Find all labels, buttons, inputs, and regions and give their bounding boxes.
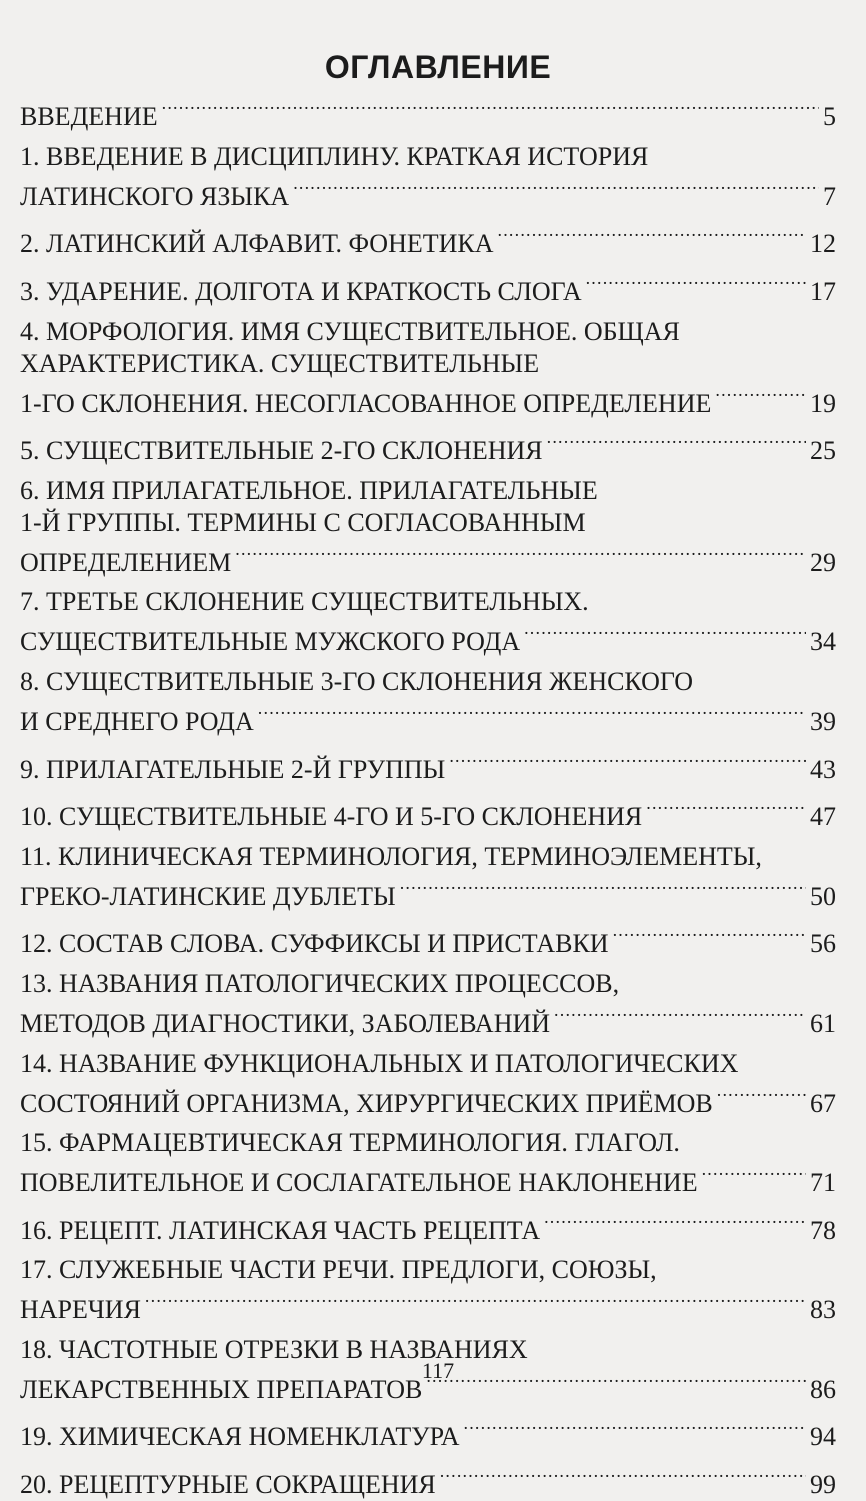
toc-entry-last-line (20, 1080, 836, 1120)
toc-entry[interactable] (20, 586, 836, 658)
toc-entry[interactable] (20, 316, 836, 420)
toc-entry[interactable] (20, 427, 836, 467)
toc-entry-title-line: 1-ГО СКЛОНЕНИЯ. НЕСОГЛАСОВАННОЕ ОПРЕДЕЛЕНИЕ (20, 388, 712, 418)
toc-entry[interactable] (20, 968, 836, 1040)
toc-entry[interactable] (20, 220, 836, 260)
toc-entry-title-line: 10. СУЩЕСТВИТЕЛЬНЫЕ 4-ГО И 5-ГО СКЛОНЕНИЯ (20, 802, 643, 832)
toc-entry-page: 67 (810, 1088, 836, 1118)
toc-entry-last-line (20, 746, 836, 786)
toc-entry-title-line: ВВЕДЕНИЕ (20, 102, 158, 132)
toc-entry-title-line: 16. РЕЦЕПТ. ЛАТИНСКАЯ ЧАСТЬ РЕЦЕПТА (20, 1215, 541, 1245)
toc-entry-title-line: ЛАТИНСКОГО ЯЗЫКА (20, 181, 290, 211)
dot-leader (524, 618, 806, 650)
toc-entry-last-line (20, 173, 836, 213)
dot-leader (646, 793, 806, 825)
page-title: ОГЛАВЛЕНИЕ (324, 49, 552, 85)
toc-entry-page: 19 (810, 388, 836, 418)
dot-leader (613, 920, 806, 952)
toc-entry-last-line (20, 1000, 836, 1040)
toc-entry[interactable] (20, 1048, 836, 1120)
toc-entry-page: 56 (810, 929, 836, 959)
dot-leader (235, 539, 806, 571)
toc-entry-last-line (20, 1461, 836, 1501)
dot-leader (717, 1080, 806, 1112)
toc-entry-title-line: 2. ЛАТИНСКИЙ АЛФАВИТ. ФОНЕТИКА (20, 229, 494, 259)
toc-entry-page: 17 (810, 276, 836, 306)
toc-entry-last-line (20, 380, 836, 420)
dot-leader (145, 1286, 806, 1318)
dot-leader (162, 93, 819, 125)
toc-entry[interactable] (20, 475, 836, 579)
toc-entry-page: 34 (810, 627, 836, 657)
toc-entry-page: 71 (810, 1168, 836, 1198)
toc-entry-title-line: 5. СУЩЕСТВИТЕЛЬНЫЕ 2-ГО СКЛОНЕНИЯ (20, 436, 543, 466)
toc-entry[interactable] (20, 746, 836, 786)
toc-entry-page: 47 (810, 802, 836, 832)
dot-leader (586, 268, 806, 300)
toc-entry-page: 50 (810, 881, 836, 911)
toc-entry[interactable] (20, 793, 836, 833)
toc-entry-last-line (20, 1159, 836, 1199)
toc-entry-last-line (20, 1413, 836, 1453)
toc-entry-page: 94 (810, 1422, 836, 1452)
dot-leader (702, 1159, 806, 1191)
dot-leader (498, 220, 806, 252)
toc-entry-last-line (20, 873, 836, 913)
toc-entry-page: 61 (810, 1008, 836, 1038)
dot-leader (449, 746, 806, 778)
toc-entry-last-line (20, 793, 836, 833)
toc-entry-page: 29 (810, 547, 836, 577)
toc-entry-title-line: 18. ЧАСТОТНЫЕ ОТРЕЗКИ В НАЗВАНИЯХ (20, 1334, 528, 1364)
dot-leader (440, 1461, 806, 1493)
toc-entry-page: 12 (810, 229, 836, 259)
toc-entry-title-line: НАРЕЧИЯ (20, 1295, 141, 1325)
toc-entry-page: 25 (810, 436, 836, 466)
toc-entry[interactable] (20, 1413, 836, 1453)
toc-entry[interactable] (20, 268, 836, 308)
toc-entry-title-line: СОСТОЯНИЙ ОРГАНИЗМА, ХИРУРГИЧЕСКИХ ПРИЁМОВ (20, 1088, 713, 1118)
toc-entry-last-line (20, 268, 836, 308)
dot-leader (400, 873, 806, 905)
toc-entry-last-line (20, 539, 836, 579)
toc-entry-title-line: 20. РЕЦЕПТУРНЫЕ СОКРАЩЕНИЯ (20, 1470, 436, 1500)
toc-entry-title-line: 1-Й ГРУППЫ. ТЕРМИНЫ С СОГЛАСОВАННЫМ (20, 507, 586, 537)
toc-entry-title-line: 14. НАЗВАНИЕ ФУНКЦИОНАЛЬНЫХ И ПАТОЛОГИЧЕСКИХ (20, 1048, 739, 1078)
toc-entry[interactable] (20, 920, 836, 960)
toc-entry-title-line: ЛЕКАРСТВЕННЫХ ПРЕПАРАТОВ (20, 1374, 423, 1404)
toc-entry-last-line (20, 698, 836, 738)
dot-leader (293, 173, 819, 205)
toc-entry-title-line: ПОВЕЛИТЕЛЬНОЕ И СОСЛАГАТЕЛЬНОЕ НАКЛОНЕНИЕ (20, 1168, 698, 1198)
toc-entry-title-line: 8. СУЩЕСТВИТЕЛЬНЫЕ 3-ГО СКЛОНЕНИЯ ЖЕНСКОГО (20, 666, 694, 696)
toc-entry-page: 7 (823, 181, 836, 211)
toc-entry[interactable] (20, 141, 836, 213)
toc-entry-page: 83 (810, 1295, 836, 1325)
dot-leader (258, 698, 806, 730)
toc-entry-title-line: 15. ФАРМАЦЕВТИЧЕСКАЯ ТЕРМИНОЛОГИЯ. ГЛАГОЛ. (20, 1128, 680, 1158)
toc-entry-title-line: 4. МОРФОЛОГИЯ. ИМЯ СУЩЕСТВИТЕЛЬНОЕ. ОБЩАЯ (20, 316, 680, 346)
toc-entry-page: 43 (810, 754, 836, 784)
toc-entry-last-line (20, 1286, 836, 1326)
toc-entry-last-line (20, 920, 836, 960)
toc-entry-title-line: 11. КЛИНИЧЕСКАЯ ТЕРМИНОЛОГИЯ, ТЕРМИНОЭЛЕМЕНТЫ, (20, 841, 762, 871)
toc-entry-title-line: И СРЕДНЕГО РОДА (20, 706, 254, 736)
toc-entry[interactable] (20, 93, 836, 133)
toc-entry-title-line: ОПРЕДЕЛЕНИЕМ (20, 547, 232, 577)
toc-entry-title-line: 3. УДАРЕНИЕ. ДОЛГОТА И КРАТКОСТЬ СЛОГА (20, 276, 582, 306)
toc-entry-title-line: 1. ВВЕДЕНИЕ В ДИСЦИПЛИНУ. КРАТКАЯ ИСТОРИЯ (20, 141, 649, 171)
toc-entry[interactable] (20, 841, 836, 913)
toc-entry-title-line: МЕТОДОВ ДИАГНОСТИКИ, ЗАБОЛЕВАНИЙ (20, 1008, 551, 1038)
toc-entry-title-line: 13. НАЗВАНИЯ ПАТОЛОГИЧЕСКИХ ПРОЦЕССОВ, (20, 968, 620, 998)
toc-entry-page: 5 (823, 102, 836, 132)
toc-entry-title-line: 19. ХИМИЧЕСКАЯ НОМЕНКЛАТУРА (20, 1422, 460, 1452)
toc-entry-page: 86 (810, 1374, 836, 1404)
toc-entry-title-line: 6. ИМЯ ПРИЛАГАТЕЛЬНОЕ. ПРИЛАГАТЕЛЬНЫЕ (20, 475, 598, 505)
dot-leader (715, 380, 806, 412)
toc-entry-title-line: ГРЕКО-ЛАТИНСКИЕ ДУБЛЕТЫ (20, 881, 396, 911)
dot-leader (464, 1413, 806, 1445)
dot-leader (554, 1000, 806, 1032)
toc-entry-title-line: ХАРАКТЕРИСТИКА. СУЩЕСТВИТЕЛЬНЫЕ (20, 348, 540, 378)
toc-entry-last-line (20, 220, 836, 260)
toc-entry-title-line: 17. СЛУЖЕБНЫЕ ЧАСТИ РЕЧИ. ПРЕДЛОГИ, СОЮЗЫ, (20, 1255, 657, 1285)
toc-entry[interactable] (20, 1461, 836, 1501)
toc-entry-last-line (20, 427, 836, 467)
dot-leader (547, 427, 806, 459)
toc-entry-title-line: СУЩЕСТВИТЕЛЬНЫЕ МУЖСКОГО РОДА (20, 627, 521, 657)
page-number: 117 (421, 1358, 455, 1383)
toc-entry-page: 78 (810, 1215, 836, 1245)
toc-entry[interactable] (20, 666, 836, 738)
toc-entry-title-line: 12. СОСТАВ СЛОВА. СУФФИКСЫ И ПРИСТАВКИ (20, 929, 609, 959)
toc-entry-page: 99 (810, 1470, 836, 1500)
toc-entry[interactable] (20, 1254, 836, 1326)
toc-entry-last-line (20, 1207, 836, 1247)
toc-entry-title-line: 9. ПРИЛАГАТЕЛЬНЫЕ 2-Й ГРУППЫ (20, 754, 446, 784)
toc-entry-page: 39 (810, 706, 836, 736)
toc-entry[interactable] (20, 1207, 836, 1247)
toc-entry-last-line (20, 93, 836, 133)
dot-leader (544, 1207, 806, 1239)
toc-entry-title-line: 7. ТРЕТЬЕ СКЛОНЕНИЕ СУЩЕСТВИТЕЛЬНЫХ. (20, 587, 589, 617)
toc-entry-last-line (20, 618, 836, 658)
table-of-contents (20, 93, 836, 1501)
toc-entry[interactable] (20, 1127, 836, 1199)
